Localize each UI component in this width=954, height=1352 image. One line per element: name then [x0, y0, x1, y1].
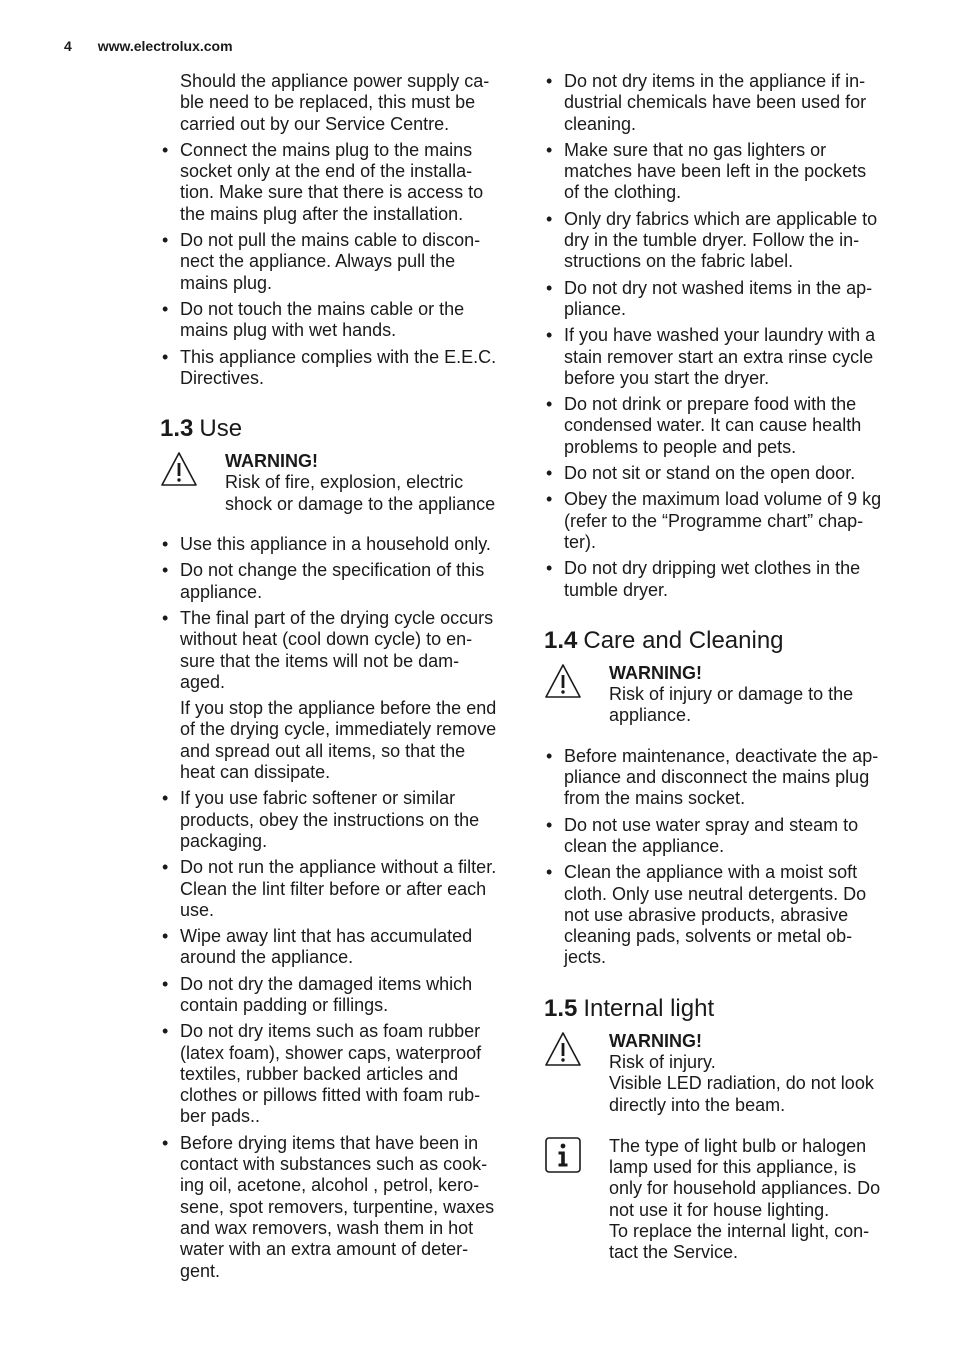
warning-text: Risk of injury. Visible LED radiation, do not look directly into the beam.: [609, 1051, 874, 1115]
list-item: • Obey the maximum load volume of 9 kg (refer to the “Programme chart” chap- ter).: [546, 489, 882, 552]
list-item: • Wipe away lint that has accumulated around the appliance.: [162, 926, 473, 968]
info-text: The type of light bulb or halogen lamp used for this appliance, is only for household appliances. Do not use it for house lighting. To replace the internal light, con- tact the Service.: [609, 1135, 881, 1263]
bullet-list: [160, 534, 515, 693]
warning-box: [544, 1031, 900, 1116]
warning-text: Risk of fire, explosion, electric shock or damage to the appliance: [225, 472, 496, 514]
bullet-icon: •: [162, 560, 169, 581]
bullet-icon: •: [162, 857, 169, 878]
bullet-icon: •: [546, 558, 553, 579]
bullet-icon: •: [162, 139, 169, 160]
bullet-icon: •: [546, 745, 553, 766]
bullet-icon: •: [162, 1021, 169, 1042]
list-item: • Use this appliance in a household only.: [162, 534, 491, 555]
bullet-icon: •: [546, 325, 553, 346]
warning-triangle-icon: [544, 663, 582, 699]
list-item: • Do not sit or stand on the open door.: [546, 463, 856, 484]
bullet-icon: •: [546, 71, 553, 91]
bullet-icon: •: [162, 230, 169, 251]
list-item: • Clean the appliance with a moist soft cloth. Only use neutral detergents. Do not use abrasive products, abrasive cleaning pads, solvents or metal ob- jects.: [546, 862, 867, 968]
intro-paragraph: Should the appliance power supply ca- ble need to be replaced, this must be carried out by our Service Centre.: [180, 71, 490, 134]
list-item: • Only dry fabrics which are applicable to dry in the tumble dryer. Follow the in- structions on the fabric label.: [546, 208, 878, 272]
list-item: • Do not dry dripping wet clothes in the tumble dryer.: [546, 558, 861, 600]
info-note: [544, 1136, 900, 1264]
list-item: • Do not drink or prepare food with the condensed water. It can cause health problems to people and pets.: [546, 394, 862, 457]
continuation-paragraph: If you stop the appliance before the end of the drying cycle, immediately remove and spread out all items, so that the heat can dissipate.: [180, 698, 497, 783]
list-item: • The final part of the drying cycle occurs without heat (cool down cycle) to en- sure that the items will not be dam- aged.: [162, 607, 494, 692]
bullet-icon: •: [162, 973, 169, 994]
left-column: [160, 71, 515, 1287]
warning-box: [544, 663, 900, 727]
warning-heading: WARNING!: [609, 1030, 702, 1051]
list-item: • Do not change the specification of this appliance.: [162, 560, 485, 602]
page-number: 4: [64, 38, 72, 54]
list-item: • Do not dry not washed items in the ap- pliance.: [546, 277, 873, 319]
bullet-icon: •: [162, 534, 169, 555]
warning-triangle-icon: [160, 451, 198, 487]
warning-text: Risk of injury or damage to the appliance.: [609, 684, 854, 726]
list-item: • This appliance complies with the E.E.C. Directives.: [162, 346, 497, 388]
bullet-icon: •: [162, 926, 169, 947]
site-url: www.electrolux.com: [97, 38, 233, 54]
bullet-list: [160, 140, 515, 389]
section-heading-care-cleaning: 1.4 Care and Cleaning: [544, 626, 784, 654]
list-item: • Before drying items that have been in contact with substances such as cook- ing oil, acetone, alcohol , petrol, kero- sene, spot removers, turpentine, waxes and wax removers, wash them in hot water with an extra amount of deter- gent.: [162, 1132, 495, 1281]
section-heading-use: 1.3 Use: [160, 415, 243, 443]
info-icon: [544, 1136, 582, 1174]
right-column: [544, 71, 900, 1264]
list-item: • Before maintenance, deactivate the ap- pliance and disconnect the mains plug from the mains socket.: [546, 745, 879, 809]
list-item: • Do not dry the damaged items which contain padding or fillings.: [162, 973, 473, 1015]
warning-box: [160, 451, 515, 515]
bullet-icon: •: [546, 139, 553, 160]
warning-heading: WARNING!: [225, 451, 318, 472]
bullet-list: [160, 788, 515, 1282]
bullet-icon: •: [162, 1132, 169, 1153]
bullet-icon: •: [546, 394, 553, 415]
bullet-icon: •: [162, 607, 169, 628]
bullet-icon: •: [162, 298, 169, 319]
bullet-icon: •: [546, 489, 553, 510]
bullet-icon: •: [162, 788, 169, 809]
bullet-list: [544, 71, 900, 601]
bullet-icon: •: [546, 862, 553, 883]
list-item: • If you have washed your laundry with a stain remover start an extra rinse cycle before you start the dryer.: [546, 325, 876, 388]
bullet-icon: •: [546, 208, 553, 229]
list-item: • Do not dry items such as foam rubber (latex foam), shower caps, waterproof textiles, rubber backed articles and clothes or pillows fitted with foam rub- ber pads..: [162, 1021, 482, 1127]
list-item: • Make sure that no gas lighters or matches have been left in the pockets of the clothing.: [546, 139, 867, 203]
page-header: [64, 38, 233, 54]
list-item: • Do not run the appliance without a filter. Clean the lint filter before or after each use.: [162, 857, 497, 920]
bullet-icon: •: [546, 463, 553, 484]
list-item: • If you use fabric softener or similar products, obey the instructions on the packaging.: [162, 788, 480, 851]
list-item: • Do not pull the mains cable to discon- nect the appliance. Always pull the mains plug.: [162, 230, 481, 293]
warning-triangle-icon: [544, 1031, 582, 1067]
list-item: • Do not dry items in the appliance if in- dustrial chemicals have been used for cleaning.: [546, 71, 867, 134]
bullet-icon: •: [162, 346, 169, 367]
bullet-list: [544, 746, 900, 969]
section-heading-internal-light: 1.5 Internal light: [544, 994, 715, 1022]
list-item: • Do not use water spray and steam to clean the appliance.: [546, 814, 859, 856]
bullet-icon: •: [546, 277, 553, 298]
list-item: • Connect the mains plug to the mains socket only at the end of the installa- tion. Make sure that there is access to the mains plug after the installation.: [162, 139, 484, 224]
bullet-icon: •: [546, 814, 553, 835]
list-item: • Do not touch the mains cable or the mains plug with wet hands.: [162, 298, 465, 341]
warning-heading: WARNING!: [609, 662, 702, 683]
